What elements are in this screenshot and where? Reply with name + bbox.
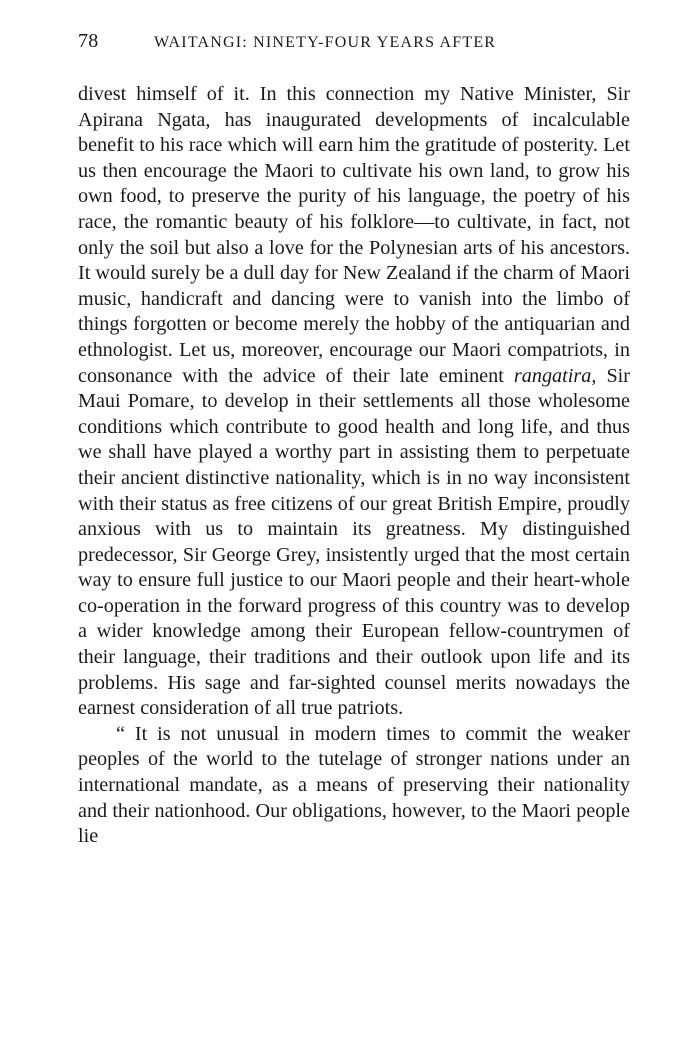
paragraph-continued: [78, 82, 630, 722]
book-page: [78, 30, 630, 850]
italic-term-rangatira: rangatira,: [513, 364, 597, 387]
page-number: 78: [78, 30, 99, 52]
body-text: [78, 82, 630, 850]
paragraph-1-text-b: Sir Maui Pomare, to develop in their settlements all those wholesome conditions which contribute to good health and long life, and thus we shall have played a worthy part in assisting them to perpetuate their ancient distinctive nationality, which is in no way inconsistent with their status as free citizens of our great British Empire, proudly anxious with us to maintain its greatness. My distinguished predecessor, Sir George Grey, insistently urged that the most certain way to ensure full justice to our Maori people and their heart-whole co-operation in the forward progress of this country was to develop a wider knowledge among their European fellow-countrymen of their language, their traditions and their outlook upon life and its problems. His sage and far-sighted counsel merits nowadays the earnest consideration of all true patriots.: [78, 364, 631, 720]
running-head: [78, 30, 630, 60]
running-title: WAITANGI: NINETY-FOUR YEARS AFTER: [154, 34, 497, 51]
paragraph-quotation: “ It is not unusual in modern times to commit the weaker peoples of the world to the tutelage of stronger nations under an international mandate, as a means of preserving their nationality and their nationhood. Our obligations, however, to the Maori people lie: [78, 722, 630, 848]
paragraph-1-text-a: divest himself of it. In this connection my Native Minister, Sir Apirana Ngata, has inaugurated developments of incalculable benefit to his race which will earn him the gratitude of posterity. Let us then encourage the Maori to cultivate his own land, to grow his own food, to preserve the purity of his language, the poetry of his race, the romantic beauty of his folklore—to cultivate, in fact, not only the soil but also a love for the Polynesian arts of his ancestors. It would surely be a dull day for New Zealand if the charm of Maori music, handicraft and dancing were to vanish into the limbo of things forgotten or become merely the hobby of the antiquarian and ethnologist. Let us, moreover, encourage our Maori compatriots, in consonance with the advice of their late eminent: [78, 83, 630, 387]
